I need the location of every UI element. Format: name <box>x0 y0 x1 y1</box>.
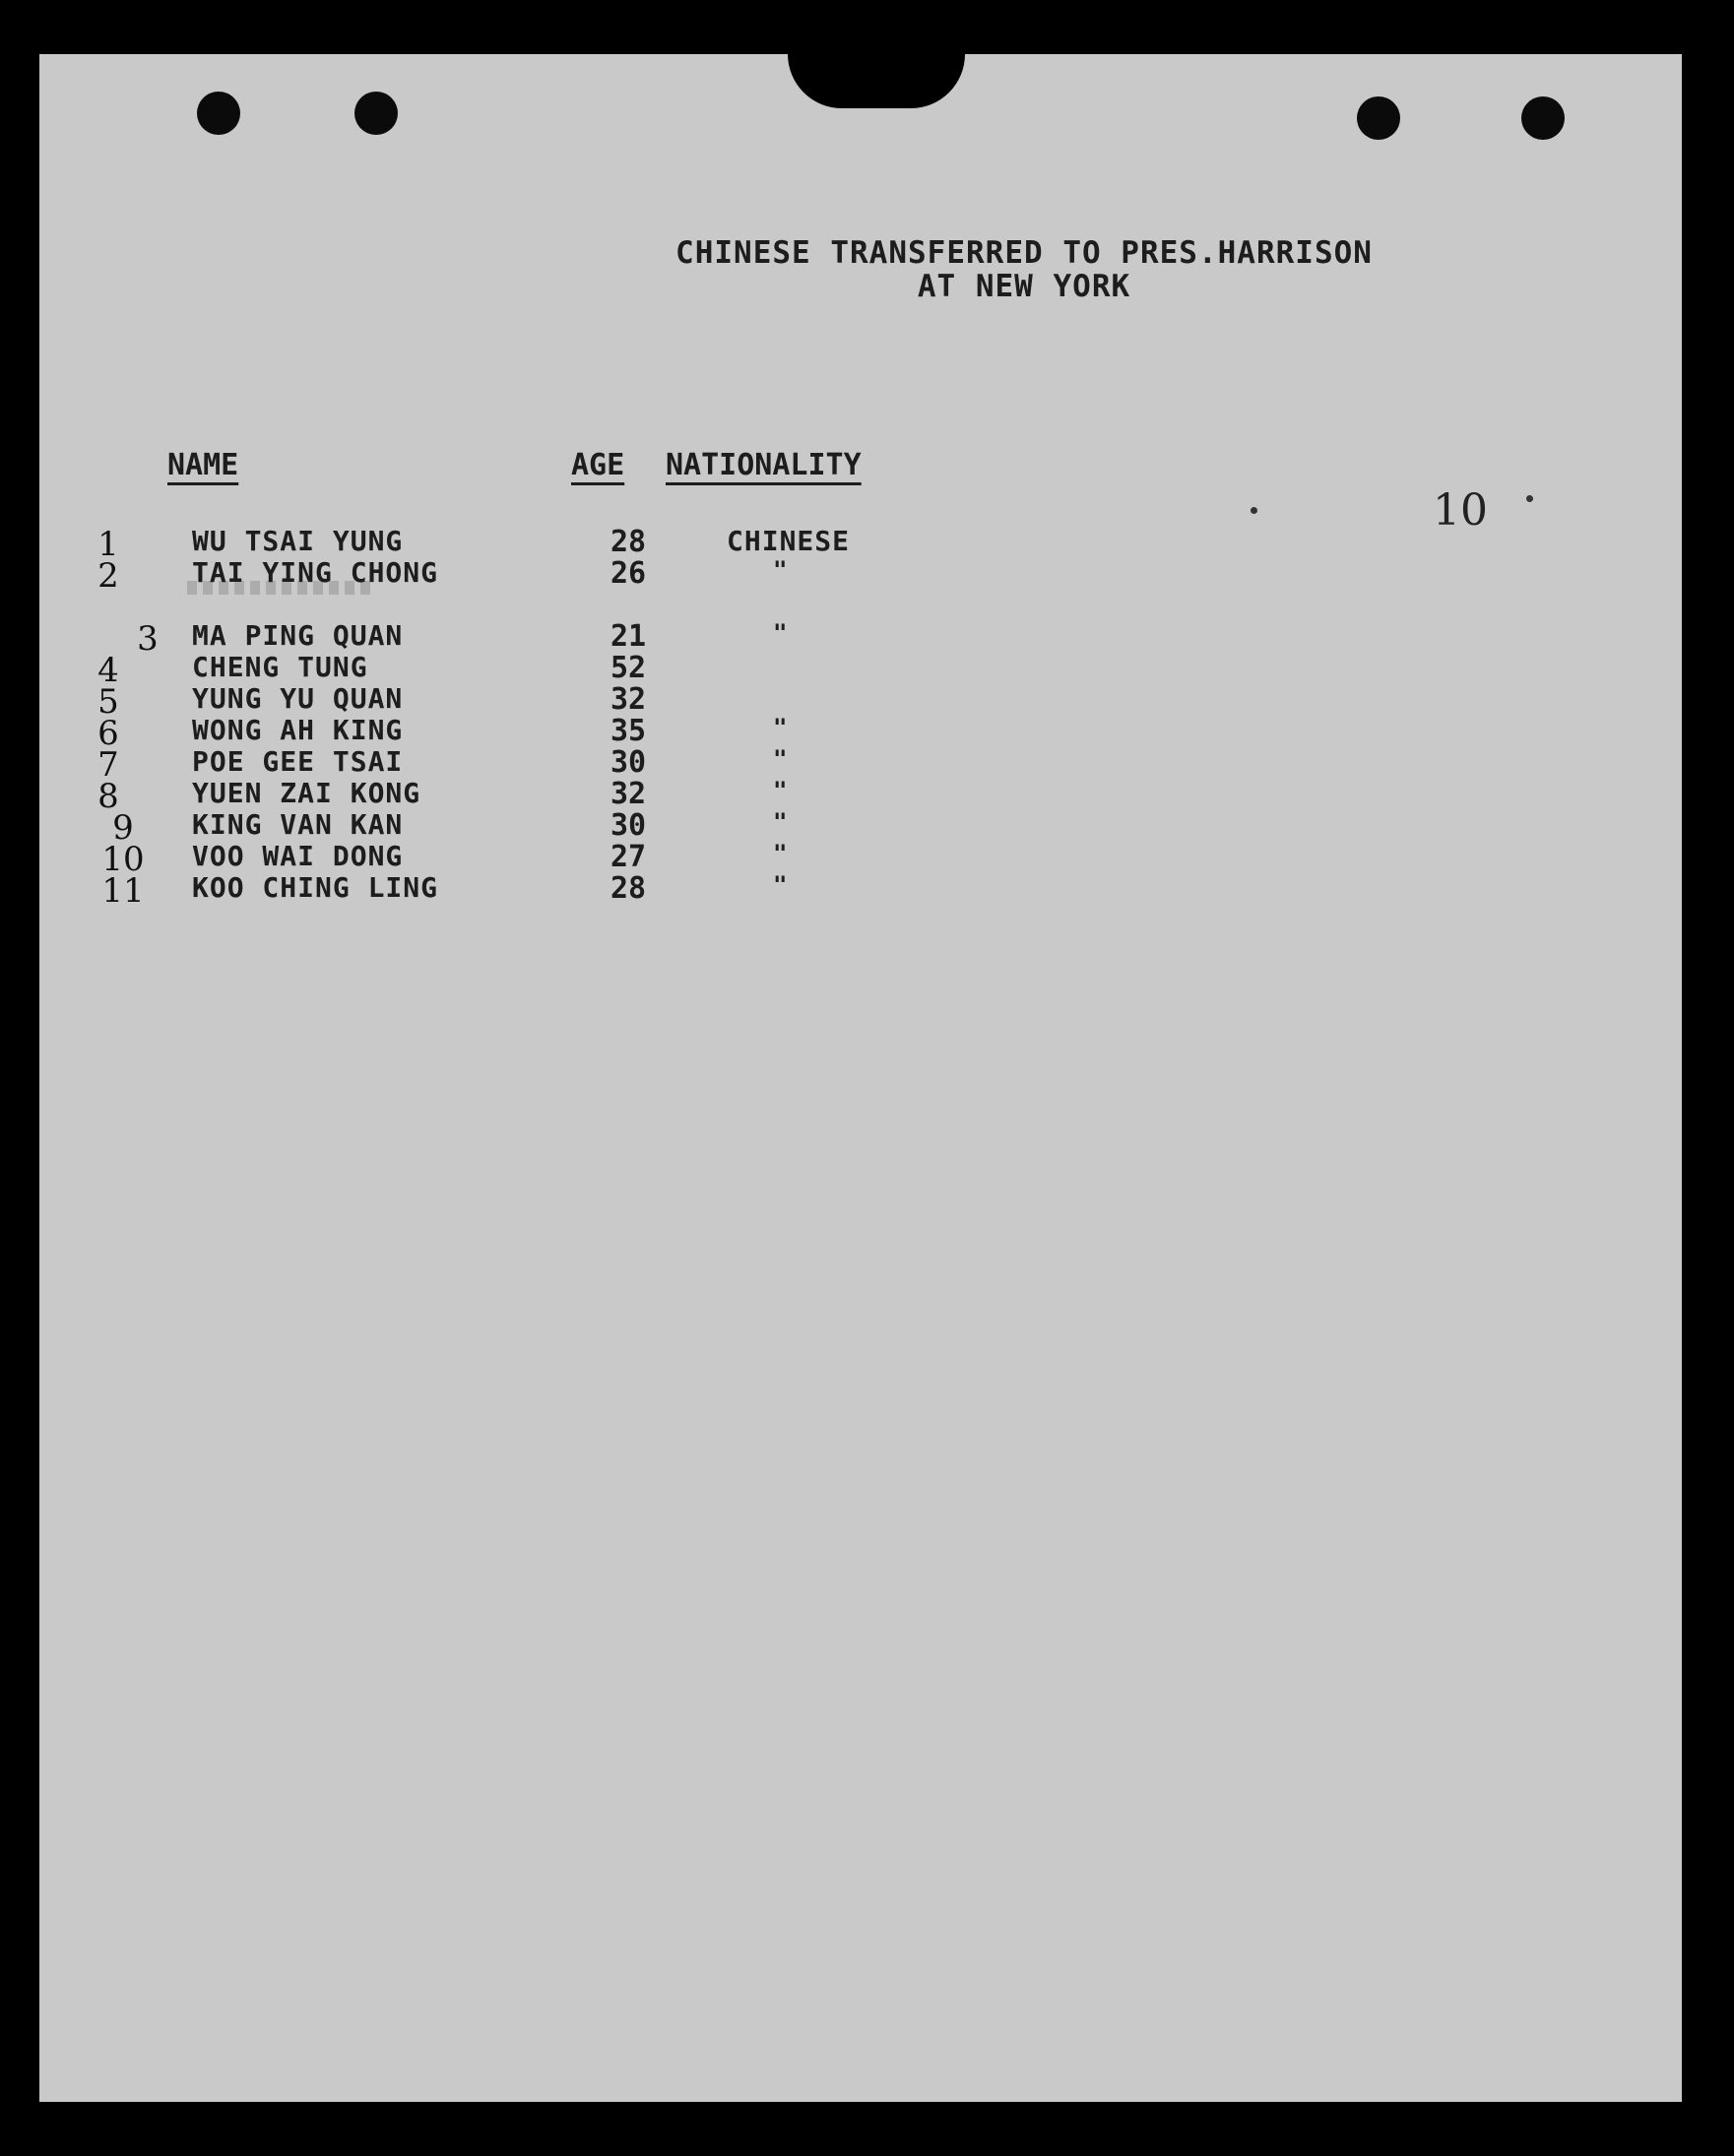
ink-dot <box>1526 495 1533 502</box>
passenger-nationality: " <box>773 556 788 584</box>
passenger-nationality: " <box>773 808 788 836</box>
passenger-nationality: " <box>773 777 788 804</box>
table-row <box>39 871 1024 911</box>
row-number: 7 <box>97 745 119 785</box>
row-number: 10 <box>101 840 145 879</box>
passenger-age: 28 <box>610 871 647 906</box>
passenger-name: VOO WAI DONG <box>192 840 404 872</box>
table-row <box>39 808 1024 848</box>
passenger-name: KING VAN KAN <box>192 808 404 841</box>
row-number: 5 <box>97 682 119 722</box>
passenger-age: 32 <box>610 682 647 717</box>
punch-hole <box>1357 96 1400 140</box>
punch-hole <box>354 92 398 135</box>
passenger-name: WU TSAI YUNG <box>192 525 404 557</box>
table-row <box>39 556 1024 596</box>
row-number: 3 <box>137 619 159 659</box>
passenger-nationality: " <box>773 745 788 773</box>
row-number: 6 <box>97 714 119 753</box>
passenger-nationality: CHINESE <box>727 525 851 557</box>
page-number: 10 <box>1433 485 1488 536</box>
passenger-age: 26 <box>610 556 647 591</box>
row-number: 4 <box>97 651 119 690</box>
passenger-age: 27 <box>610 840 647 874</box>
row-number: 8 <box>97 777 119 816</box>
table-row <box>39 714 1024 753</box>
torn-edge <box>788 54 965 108</box>
header-age: AGE <box>571 448 625 482</box>
title-line-1: CHINESE TRANSFERRED TO PRES.HARRISON <box>675 235 1373 271</box>
passenger-name: CHENG TUNG <box>192 651 368 683</box>
passenger-age: 35 <box>610 714 647 748</box>
table-row <box>39 840 1024 879</box>
row-number: 11 <box>101 871 145 911</box>
passenger-name: YUEN ZAI KONG <box>192 777 421 809</box>
passenger-nationality: " <box>773 871 788 899</box>
ink-dot <box>1251 507 1257 514</box>
punch-hole <box>197 92 240 135</box>
table-row <box>39 619 1024 659</box>
document-page <box>39 54 1682 2102</box>
row-number: 2 <box>97 556 119 596</box>
passenger-nationality: " <box>773 714 788 741</box>
punch-hole <box>1521 96 1565 140</box>
passenger-age: 28 <box>610 525 647 559</box>
passenger-name: KOO CHING LING <box>192 871 439 904</box>
header-nationality: NATIONALITY <box>666 448 862 482</box>
passenger-name: POE GEE TSAI <box>192 745 404 778</box>
table-row <box>39 745 1024 785</box>
table-row <box>39 682 1024 722</box>
passenger-age: 30 <box>610 808 647 843</box>
passenger-age: 21 <box>610 619 647 654</box>
passenger-age: 52 <box>610 651 647 685</box>
document-title <box>532 236 1516 303</box>
passenger-nationality: " <box>773 840 788 867</box>
passenger-name: WONG AH KING <box>192 714 404 746</box>
passenger-age: 30 <box>610 745 647 780</box>
table-row <box>39 651 1024 690</box>
table-row <box>39 777 1024 816</box>
header-name: NAME <box>167 448 239 482</box>
passenger-name: MA PING QUAN <box>192 619 404 652</box>
title-line-2: AT NEW YORK <box>917 269 1131 304</box>
passenger-age: 32 <box>610 777 647 811</box>
passenger-name: TAI YING CHONG <box>192 556 439 589</box>
passenger-nationality: " <box>773 619 788 647</box>
table-row <box>39 525 1024 564</box>
row-number: 9 <box>112 808 134 848</box>
row-number: 1 <box>97 525 119 564</box>
passenger-name: YUNG YU QUAN <box>192 682 404 715</box>
